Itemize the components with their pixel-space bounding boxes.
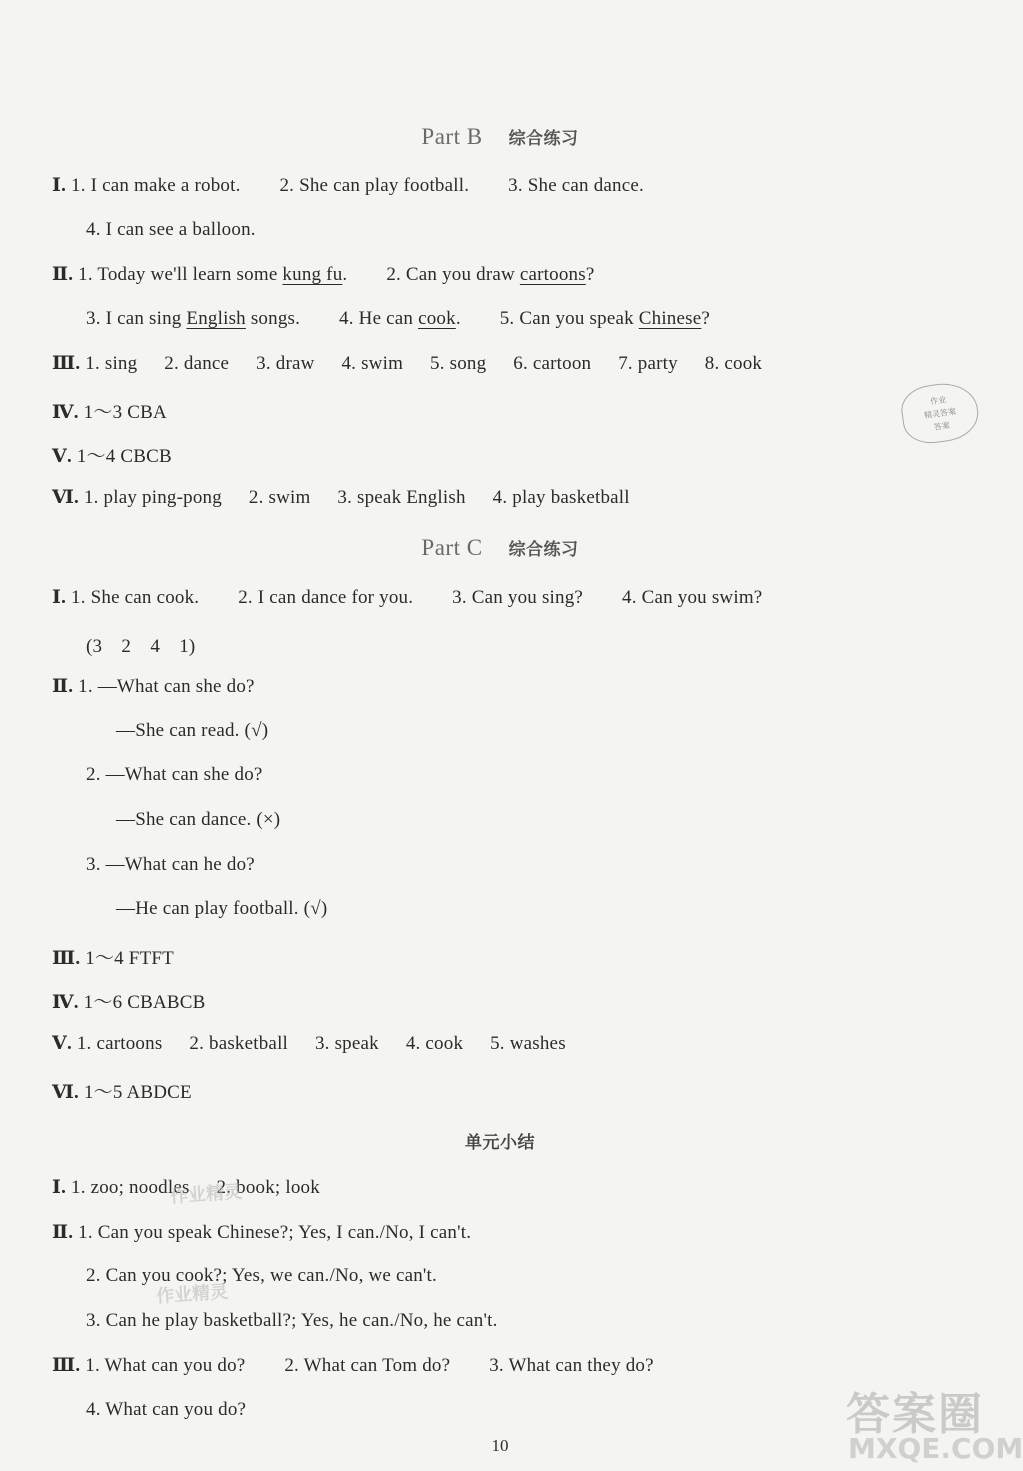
partc-q4: [52, 987, 206, 1014]
answer-text: 2. She can play football.: [279, 175, 470, 196]
partc-q1-line1: [52, 586, 762, 609]
part-c-subtitle: 综合练习: [508, 540, 579, 560]
answer-text: ?: [701, 308, 711, 329]
answer-text: 1. I can make a robot.: [71, 175, 241, 196]
answer-text: 7. party: [618, 353, 678, 374]
partb-q3: [52, 352, 762, 375]
answer-text: 1～4 CBCB: [76, 446, 172, 467]
underlined-answer: cook: [418, 308, 456, 329]
answer-text: 1～5 ABDCE: [83, 1082, 192, 1103]
partc-q5: [52, 1032, 566, 1055]
part-c-heading: [0, 535, 1000, 561]
answer-text: 3. speak English: [337, 487, 466, 508]
stamp-line: 作业: [929, 394, 947, 406]
question-number: Ⅱ.: [52, 1222, 74, 1243]
part-b-subtitle: 综合练习: [508, 129, 579, 149]
answer-text: ?: [585, 264, 595, 285]
partc-q2-line6: —He can play football. (√): [116, 898, 328, 919]
partc-q2-line5: 3. —What can he do?: [86, 854, 255, 875]
watermark-logo: 答案圈: [846, 1389, 984, 1440]
partb-q2-line2: [86, 308, 710, 330]
answer-text: 1. play ping-pong: [83, 487, 222, 508]
page-number: 10: [491, 1436, 509, 1455]
answer-text: 5. song: [430, 353, 487, 374]
answer-text: 3. She can dance.: [508, 175, 644, 196]
question-number: Ⅲ.: [52, 1355, 81, 1376]
partb-q5: [52, 441, 172, 468]
watermark-overlay: 作业精灵: [155, 1281, 229, 1308]
answer-text: 4. He can: [339, 308, 419, 329]
underlined-answer: Chinese: [638, 308, 702, 329]
partb-q6: [52, 486, 630, 509]
part-b-heading: [0, 124, 1000, 150]
answer-text: 3. What can they do?: [489, 1355, 654, 1376]
unit-q2-line2: 2. Can you cook?; Yes, we can./No, we can't.: [86, 1265, 437, 1286]
answer-text: 2. Can you draw: [386, 264, 520, 285]
stamp-mark: [898, 379, 981, 447]
answer-text: 4. swim: [341, 353, 404, 374]
question-number: Ⅴ.: [52, 1033, 72, 1054]
answer-text: 2. book; look: [216, 1177, 320, 1198]
stamp-line: 精灵答案: [923, 406, 957, 420]
partb-q1-line1: [52, 174, 644, 197]
answer-text: 1. Can you speak Chinese?; Yes, I can./No, I can't.: [78, 1222, 472, 1243]
answer-text: 6. cartoon: [513, 353, 592, 374]
answer-text: 1. zoo; noodles: [71, 1177, 190, 1198]
answer-text: 2. dance: [164, 353, 230, 374]
question-number: Ⅵ.: [52, 1082, 79, 1103]
question-number: Ⅳ.: [52, 402, 79, 423]
answer-text: 1. cartoons: [76, 1033, 163, 1054]
part-c-title: Part C: [421, 535, 483, 560]
partc-q6: [52, 1077, 192, 1104]
unit-q2-line3: 3. Can he play basketball?; Yes, he can./No, he can't.: [86, 1310, 498, 1331]
question-number: Ⅴ.: [52, 446, 72, 467]
answer-text: 1. —What can she do?: [78, 676, 255, 697]
question-number: Ⅲ.: [52, 948, 81, 969]
part-b-title: Part B: [421, 124, 483, 149]
unit-summary-title: 单元小结: [465, 1133, 535, 1153]
answer-text: 1. Today we'll learn some: [78, 264, 283, 285]
answer-text: 2. I can dance for you.: [238, 587, 414, 608]
question-number: Ⅲ.: [52, 353, 81, 374]
answer-text: .: [455, 308, 461, 329]
partc-q2-line1: [52, 675, 255, 698]
question-number: Ⅰ.: [52, 587, 67, 608]
partc-q2-line3: 2. —What can she do?: [86, 764, 263, 785]
partb-q2-line1: [52, 263, 594, 286]
partc-q2-line4: —She can dance. (×): [116, 809, 281, 830]
watermark-url: MXQE.COM: [848, 1432, 1023, 1465]
answer-text: .: [342, 264, 348, 285]
unit-q3-line2: 4. What can you do?: [86, 1399, 247, 1420]
answer-text: 1. What can you do?: [85, 1355, 246, 1376]
question-number: Ⅰ.: [52, 1177, 67, 1198]
answer-text: 5. washes: [490, 1033, 566, 1054]
stamp-line: 答案: [933, 420, 951, 432]
partc-q2-line2: —She can read. (√): [116, 720, 269, 741]
question-number: Ⅰ.: [52, 175, 67, 196]
answer-text: 1. She can cook.: [71, 587, 200, 608]
answer-text: 1～6 CBABCB: [83, 992, 206, 1013]
unit-summary-heading: [0, 1128, 1000, 1154]
partb-q4: [52, 397, 167, 424]
answer-text: 3. speak: [314, 1033, 379, 1054]
answer-text: 1～4 FTFT: [85, 948, 174, 969]
partc-q1-line2: (3 2 4 1): [86, 636, 196, 657]
underlined-answer: cartoons: [519, 264, 586, 285]
underlined-answer: English: [186, 308, 246, 329]
unit-q2-line1: [52, 1221, 471, 1244]
answer-text: 3. I can sing: [86, 308, 187, 329]
answer-text: 4. Can you swim?: [622, 587, 763, 608]
answer-text: 2. swim: [248, 487, 311, 508]
question-number: Ⅳ.: [52, 992, 79, 1013]
watermark-overlay: 作业精灵: [169, 1181, 243, 1208]
answer-text: 4. cook: [405, 1033, 464, 1054]
answer-text: songs.: [245, 308, 301, 329]
answer-text: 2. What can Tom do?: [284, 1355, 451, 1376]
unit-q3-line1: [52, 1354, 654, 1377]
question-number: Ⅱ.: [52, 676, 74, 697]
underlined-answer: kung fu: [282, 264, 343, 285]
answer-text: 1. sing: [85, 353, 138, 374]
partc-q3: [52, 943, 174, 970]
question-number: Ⅱ.: [52, 264, 74, 285]
answer-text: 8. cook: [704, 353, 763, 374]
answer-text: 2. basketball: [189, 1033, 289, 1054]
answer-text: 1～3 CBA: [83, 402, 167, 423]
answer-text: 4. play basketball: [492, 487, 630, 508]
partb-q1-line2: 4. I can see a balloon.: [86, 219, 256, 240]
answer-text: 3. Can you sing?: [452, 587, 584, 608]
answer-text: 5. Can you speak: [499, 308, 639, 329]
question-number: Ⅵ.: [52, 487, 79, 508]
answer-text: 3. draw: [256, 353, 315, 374]
